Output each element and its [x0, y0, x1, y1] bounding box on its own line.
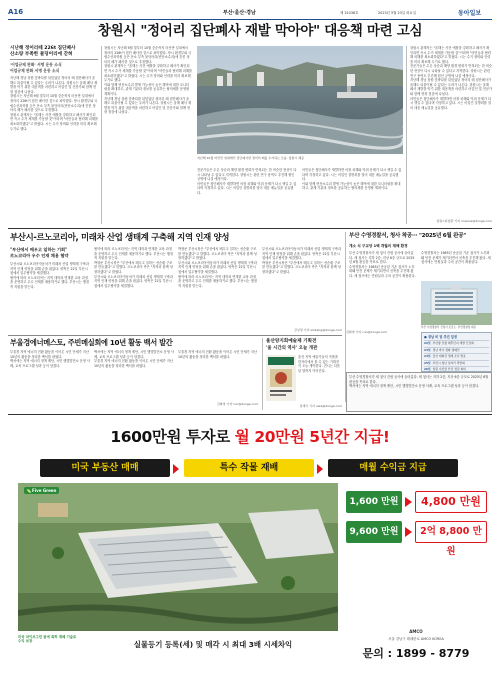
- energy-col3: [178, 350, 258, 400]
- schedule-text: 경남 바다 정화 캠페인: [432, 347, 460, 352]
- article-text: 부산 수영경찰서가 새 청사 건립 공사에 들어갔다. 새 청사는 지하 2층, 지상 6층 규모로 2025년 6월 완공을 목표로 한다.: [349, 375, 489, 384]
- article-text: 부산 수영경찰서가 새 청사 건립 공사에 들어갔다. 새 청사는 지하 2층, 지상 6층 규모로 2025년 6월 완공을 목표로 한다.: [349, 251, 415, 265]
- renault-sub-2: 르노코리아 우수 인재 채용 협약: [10, 252, 69, 258]
- article-text: 지난해 경남 창원 앞바다를 뒤덮었던 정어리 떼 집단폐사가 올해도 되풀이될 수 있다는 우려가 나온다. 창원시는 올해 폐사 재발을 막기 위한 대응책을 마련하고 어업인 및 전문가와 함께 현장 점검에 나섰다.: [10, 76, 98, 94]
- article-text: 창원시 관계자는 "올해는 사전 예찰을 강화하고 폐사가 확인되면 즉시 수거 체계를 가동할 것"이라며 "어민들과 협력해 피해를 최소화하겠다"고 밝혔다. 시는 수거 장비와 인력을 미리 확보해 두기로 했다.: [104, 64, 192, 83]
- ad-company: [346, 629, 486, 634]
- schedule-list: [422, 340, 491, 373]
- article-text: 수영경찰서는 1985년 준공된 기존 청사가 노후화돼 안전 문제가 제기되면서 신축을 추진해 왔다. 새 청사에는 민원실과 주차 공간이 확충된다.: [349, 264, 416, 278]
- exhibit-headline: 울산양지회예술제 기획전: [266, 339, 317, 344]
- renault-subheads: [10, 247, 90, 258]
- masthead: [8, 6, 492, 18]
- article-text: 창원시 관계자는 "올해는 사전 예찰을 강화하고 폐사가 확인되면 즉시 수거 체계를 가동할 것"이라며 "어민들과 협력해 피해를 최소화하겠다"고 밝혔다. 시는 수거 장비와 인력을 미리 확보해 두기로 했다.: [10, 112, 98, 131]
- article-text: 부울경 지역 에너지 전환 활동을 이어온 시민 단체가 지난 10년의 활동을 정리한 백서를 펴냈다.: [178, 350, 257, 359]
- police-col2: [421, 251, 491, 279]
- schedule-box: [421, 332, 492, 372]
- ad-foot-left-text: 미국 파이브그린 팜에 특허 재배 기술로 수익 보장: [18, 635, 77, 644]
- schedule-row: [424, 340, 489, 347]
- ad-headline-main: 1600만원 투자로: [110, 428, 235, 446]
- schedule-title: ● 경남 비 및 추진 일정: [424, 335, 457, 339]
- article-text: 협약에 따라 르노코리아는 지역 대학과 연계한 교육 과정을 운영하고 우수 인재를 채용하기로 했다. 부산시는 행정적 지원을 맡는다.: [178, 274, 257, 288]
- article-text: 울산 지역 예술가들의 작품을 한자리에서 볼 수 있는 기획전이 오늘 개막한다. 전시는 다음 달 말까지 이어진다.: [298, 355, 341, 373]
- kicker-sub-1: '어업규제 완화' 서명 운동 소식: [10, 62, 62, 68]
- issue-number: 제 31038호: [340, 11, 359, 15]
- top-article-col4: [302, 168, 402, 224]
- energy-headline: 부울경에너메스토, 주빈메실회에 10년 활동 백서 발간: [10, 338, 173, 347]
- energy-col1: [10, 350, 90, 402]
- renault-col3: [178, 247, 258, 332]
- police-caption: 부산 수영경찰서 신청사 조감도. 부산경찰청 제공: [421, 326, 477, 329]
- renault-sub-1: "부산에서 배우고 일하는 기회": [10, 247, 68, 252]
- article-text: 창원시 관계자는 "올해는 사전 예찰을 강화하고 폐사가 확인되면 즉시 수거 체계를 가동할 것"이라며 "어민들과 협력해 피해를 최소화하겠다"고 밝혔다. 시는 수거 장비와 인력을 미리 확보해 두기로 했다.: [410, 46, 491, 64]
- article-text: 박형준 부산시장은 "부산에서 배우고 일하는 선순환 구조를 만들겠다"고 말했다. 르노코리아 측은 "지역과 함께 성장하겠다"고 밝혔다.: [262, 260, 341, 274]
- article-text: 협약에 따라 르노코리아는 지역 대학과 연계한 교육 과정을 운영하고 우수 인재를 채용하기로 했다. 부산시는 행정적 지원을 맡는다.: [94, 247, 173, 261]
- police-building-graphic: [421, 281, 492, 325]
- value-to-label: 4,800 만원: [421, 495, 481, 508]
- value-to: [415, 491, 487, 513]
- article-text: 어민들은 집단폐사가 재발하면 어장 피해와 악취 문제가 다시 생길 수 있다며 걱정하고 있다. 시는 어업인 설명회를 열어 대응 매뉴얼을 공유했다.: [302, 168, 402, 182]
- value-from: [346, 521, 402, 543]
- top-article-col2: [104, 46, 192, 226]
- section-name: 부산·울산·경남: [223, 10, 256, 16]
- phone-label: 문의 :: [362, 647, 393, 660]
- company-name: AMCO: [409, 629, 423, 634]
- masthead-rule: [8, 19, 492, 20]
- value-row-1: [346, 491, 486, 513]
- renault-headline: 부산시-르노코리아, 미래차 산업 생태계 구축해 지역 인재 양성: [10, 232, 230, 242]
- brand-name: Five Green: [32, 488, 57, 493]
- article-text: 부산시와 르노코리아자동차가 미래차 산업 생태계 구축과 지역 인재 양성을 위해 손을 잡았다. 양측은 22일 부산시청에서 업무협약을 체결했다.: [262, 247, 341, 261]
- value-to: [415, 521, 487, 557]
- value-from-label: 9,600 만원: [349, 527, 399, 537]
- article-text: 지난해 경남 창원 앞바다를 뒤덮었던 정어리 떼 집단폐사가 올해도 되풀이될 수 있다는 우려가 나온다. 창원시는 올해 폐사 재발을 막기 위한 대응책을 마련하고 어업인 및 전문가와 함께 현장 점검에 나섰다.: [410, 78, 492, 96]
- logo-leaf-icon: [27, 489, 31, 493]
- article-text: 창원시는 지난해 9월 말부터 10월 중순까지 마산만 일대에서 정어리 226t이 집단 폐사한 것으로 파악했다. 당시 환경부와 국립수산과학원 등은 산소 부족 물덩어리(빈산소수괴)에 갇힌 정어리 떼가 폐사한 것으로 추정했다.: [104, 46, 192, 64]
- top-article-col3: [197, 168, 297, 224]
- article-text: 창원시는 지난해 9월 말부터 10월 중순까지 마산만 일대에서 정어리 226t이 집단 폐사한 것으로 파악했다. 당시 환경부와 국립수산과학원 등은 산소 부족 물덩어리(빈산소수괴)에 갇힌 정어리 떼가 폐사한 것으로 추정했다.: [10, 94, 98, 113]
- ad-headline-highlight: 월 20만원 5년간 지급!: [234, 428, 390, 446]
- exhibit-byline: 정재락 기자 raks@donga.com: [299, 404, 342, 408]
- energy-byline: 김화영 기자 run@donga.com: [216, 402, 258, 406]
- ad-subline: [346, 636, 486, 641]
- article-text: 이와 함께 빈산소수괴 발생 가능성이 높은 해역에 대한 모니터링을 확대하고, 관계 기관과 정보를 공유하는 협의체를 운영할 계획이다.: [104, 82, 190, 96]
- article-text: 협약에 따라 르노코리아는 지역 대학과 연계한 교육 과정을 운영하고 우수 인재를 채용하기로 했다. 부산시는 행정적 지원을 맡는다.: [10, 275, 89, 289]
- kicker-divider: [10, 59, 98, 60]
- article-text: 백서에는 지역 에너지 정책 제안, 시민 햇빛발전소 운영 사례, 교육 프로그램 성과 등이 담겼다.: [10, 359, 90, 368]
- schedule-day: 23일: [424, 347, 431, 352]
- exhibit-poster-graphic: [266, 355, 296, 401]
- schedule-text: 울산 태화강 생태 조사 발표: [432, 354, 466, 359]
- ad-tab-crops: [184, 459, 314, 477]
- police-subhead: 개소 식 구교당 1백 개월의 재해 환경: [349, 244, 408, 248]
- ad-tab-label: 매월 수익금 지급: [359, 463, 427, 473]
- ad-tab-label: 미국 부동산 매매: [71, 463, 139, 473]
- article-text: 부산시와 르노코리아자동차가 미래차 산업 생태계 구축과 지역 인재 양성을 위해 손을 잡았다. 양측은 22일 부산시청에서 업무협약을 체결했다.: [94, 274, 173, 288]
- article-text: 백서에는 지역 에너지 정책 제안, 시민 햇빛발전소 운영 사례, 교육 프로그램 성과 등이 담겼다.: [94, 350, 174, 359]
- exhibit-subhead: '울 시간의 역사' 오늘 개관: [266, 346, 318, 351]
- article-text: 전문가들은 수온 상승과 해양 환경 변화가 반복되는 한 비슷한 현상이 다시 나타날 수 있다고 지적한다. 창원시는 관련 연구 용역도 추진해 원인 규명에 나설 예정이다.: [410, 64, 492, 78]
- column-divider: [101, 46, 102, 224]
- article-text: 부산시와 르노코리아자동차가 미래차 산업 생태계 구축과 지역 인재 양성을 위해 손을 잡았다. 양측은 22일 부산시청에서 업무협약을 체결했다.: [10, 262, 89, 276]
- police-building-rendering: [421, 281, 492, 325]
- kicker-line-1: 시난해 정어리떼 226t 집단폐사: [10, 46, 76, 51]
- value-arrow-icon: [405, 527, 412, 537]
- top-article-byline: 창원=최창환 기자 oneone@donga.com: [436, 219, 492, 223]
- ad-foot-main-text: 실물등기 등록(세) 및 매각 시 최대 3배 시세차익: [133, 640, 293, 649]
- section-rule: [8, 228, 492, 229]
- police-headline: 부산 수영경찰서, 청사 착공··· "2025년 6월 완공": [349, 233, 466, 239]
- value-row-2: [346, 521, 486, 557]
- page-number: A16: [8, 8, 24, 16]
- issue-date: 2023년 5월 23일 화요일: [378, 11, 416, 15]
- article-text: 부산시와 르노코리아자동차가 미래차 산업 생태계 구축과 지역 인재 양성을 위해 손을 잡았다. 양측은 22일 부산시청에서 업무협약을 체결했다.: [178, 260, 257, 274]
- article-text: 지난해 경남 창원 앞바다를 뒤덮었던 정어리 떼 집단폐사가 올해도 되풀이될 수 있다는 우려가 나온다. 창원시는 올해 폐사 재발을 막기 위한 대응책을 마련하고 어업인 및 전문가와 함께 현장 점검에 나섰다.: [104, 96, 192, 115]
- notice-text: [347, 373, 491, 409]
- farm-aerial-photo: [18, 483, 338, 631]
- ad-tab-label: 특수 작물 재배: [219, 463, 279, 473]
- article-text: 어민들은 집단폐사가 재발하면 어장 피해와 악취 문제가 다시 생길 수 있다며 걱정하고 있다. 시는 어업인 설명회를 열어 대응 매뉴얼을 공유했다.: [197, 181, 297, 195]
- ad-tab-monthly: [328, 459, 458, 477]
- value-from: [346, 491, 402, 513]
- ad-tab-realestate: [40, 459, 170, 477]
- exhibit-text: [298, 355, 342, 401]
- column-divider: [406, 46, 407, 224]
- paper-logo: 동아일보: [458, 10, 482, 17]
- schedule-row: [424, 353, 489, 360]
- ad-phone[interactable]: [346, 645, 486, 661]
- schedule-row: [424, 347, 489, 354]
- schedule-day: 26일: [424, 367, 431, 372]
- harbor-photo: [197, 46, 403, 154]
- farm-aerial-graphic: [18, 483, 338, 631]
- ad-tab-arrow-2: [317, 464, 323, 474]
- ad-banner: [8, 417, 492, 683]
- five-green-logo: [24, 487, 59, 494]
- article-text: 수영경찰서는 1985년 준공된 기존 청사가 노후화돼 안전 문제가 제기되면서 신축을 추진해 왔다. 새 청사에는 민원실과 주차 공간이 확충된다.: [421, 251, 491, 265]
- ad-tab-arrow-1: [173, 464, 179, 474]
- ad-foot-left: [18, 635, 78, 644]
- exhibit-poster: [266, 355, 296, 401]
- schedule-day: 25일: [424, 360, 431, 365]
- schedule-text: 부산시 청년 일자리 박람회: [432, 360, 465, 365]
- ad-top-rule: [8, 414, 492, 415]
- ad-headline: [8, 425, 492, 447]
- renault-col2: [94, 247, 174, 332]
- article-text: 부울경 지역 에너지 전환 활동을 이어온 시민 단체가 지난 10년의 활동을 정리한 백서를 펴냈다.: [10, 350, 89, 359]
- top-article-col5: [410, 46, 492, 218]
- article-text: 이와 함께 빈산소수괴 발생 가능성이 높은 해역에 대한 모니터링을 확대하고, 관계 기관과 정보를 공유하는 협의체를 운영할 계획이다.: [302, 181, 401, 191]
- harbor-photo-graphic: [197, 46, 403, 154]
- top-headline: 창원시 "정어리 집단폐사 재발 막아야" 대응책 마련 고심: [97, 23, 423, 39]
- schedule-day: 22일: [424, 341, 431, 345]
- column-divider: [262, 338, 263, 410]
- section-rule: [8, 335, 342, 336]
- article-text: 박형준 부산시장은 "부산에서 배우고 일하는 선순환 구조를 만들겠다"고 말했다. 르노코리아 측은 "지역과 함께 성장하겠다"고 밝혔다.: [178, 247, 257, 261]
- photo-caption: 지난해 10월 마산만 일대에서 집단폐사한 정어리 떼를 수거하는 모습. 창원시 제공: [197, 156, 305, 160]
- kicker-line-2: 산소량 부족한 물덩어리에 갇혀: [10, 51, 73, 57]
- energy-col2: [94, 350, 174, 402]
- value-from-label: 1,600 만원: [349, 497, 399, 507]
- top-article-col1: [10, 76, 98, 226]
- schedule-day: 24일: [424, 354, 431, 359]
- article-text: 박형준 부산시장은 "부산에서 배우고 일하는 선순환 구조를 만들겠다"고 말했다. 르노코리아 측은 "지역과 함께 성장하겠다"고 밝혔다.: [94, 260, 173, 274]
- value-to-label: 2억 8,800 만원: [420, 526, 482, 557]
- article-text: 백서에는 지역 에너지 정책 제안, 시민 햇빛발전소 운영 사례, 교육 프로그램 성과 등이 담겼다.: [349, 384, 480, 389]
- schedule-row: [424, 360, 489, 367]
- schedule-text: 부산항 신항 배후단지 개발 간담회: [432, 341, 474, 345]
- top-kicker: [10, 46, 98, 73]
- schedule-text: 창원 수산물 안전 점검 회의: [432, 367, 466, 372]
- renault-col4: [262, 247, 342, 327]
- police-byline: 김화영 기자 run@donga.com: [346, 330, 388, 334]
- police-col1: [349, 251, 417, 321]
- renault-col1: [10, 262, 90, 330]
- ad-subline-text: 서울 강남구 테헤란로 AMCO KOREA: [388, 637, 444, 641]
- ad-foot-main: [88, 639, 338, 650]
- kicker-sub-2: 어업규제 완화 서명 운동 소식: [10, 67, 60, 73]
- article-text: 어민들은 집단폐사가 재발하면 어장 피해와 악취 문제가 다시 생길 수 있다며 걱정하고 있다. 시는 어업인 설명회를 열어 대응 매뉴얼을 공유했다.: [410, 96, 491, 110]
- value-arrow-icon: [405, 497, 412, 507]
- article-text: 전문가들은 수온 상승과 해양 환경 변화가 반복되는 한 비슷한 현상이 다시 나타날 수 있다고 지적한다. 창원시는 관련 연구 용역도 추진해 원인 규명에 나설 예정이다.: [197, 168, 297, 182]
- article-text: 부울경 지역 에너지 전환 활동을 이어온 시민 단체가 지난 10년의 활동을 정리한 백서를 펴냈다.: [94, 359, 173, 368]
- renault-byline: 강성명 기자 smkang@donga.com: [294, 328, 342, 332]
- notice-box: [346, 372, 492, 412]
- phone-number[interactable]: 1899 - 8779: [395, 647, 470, 660]
